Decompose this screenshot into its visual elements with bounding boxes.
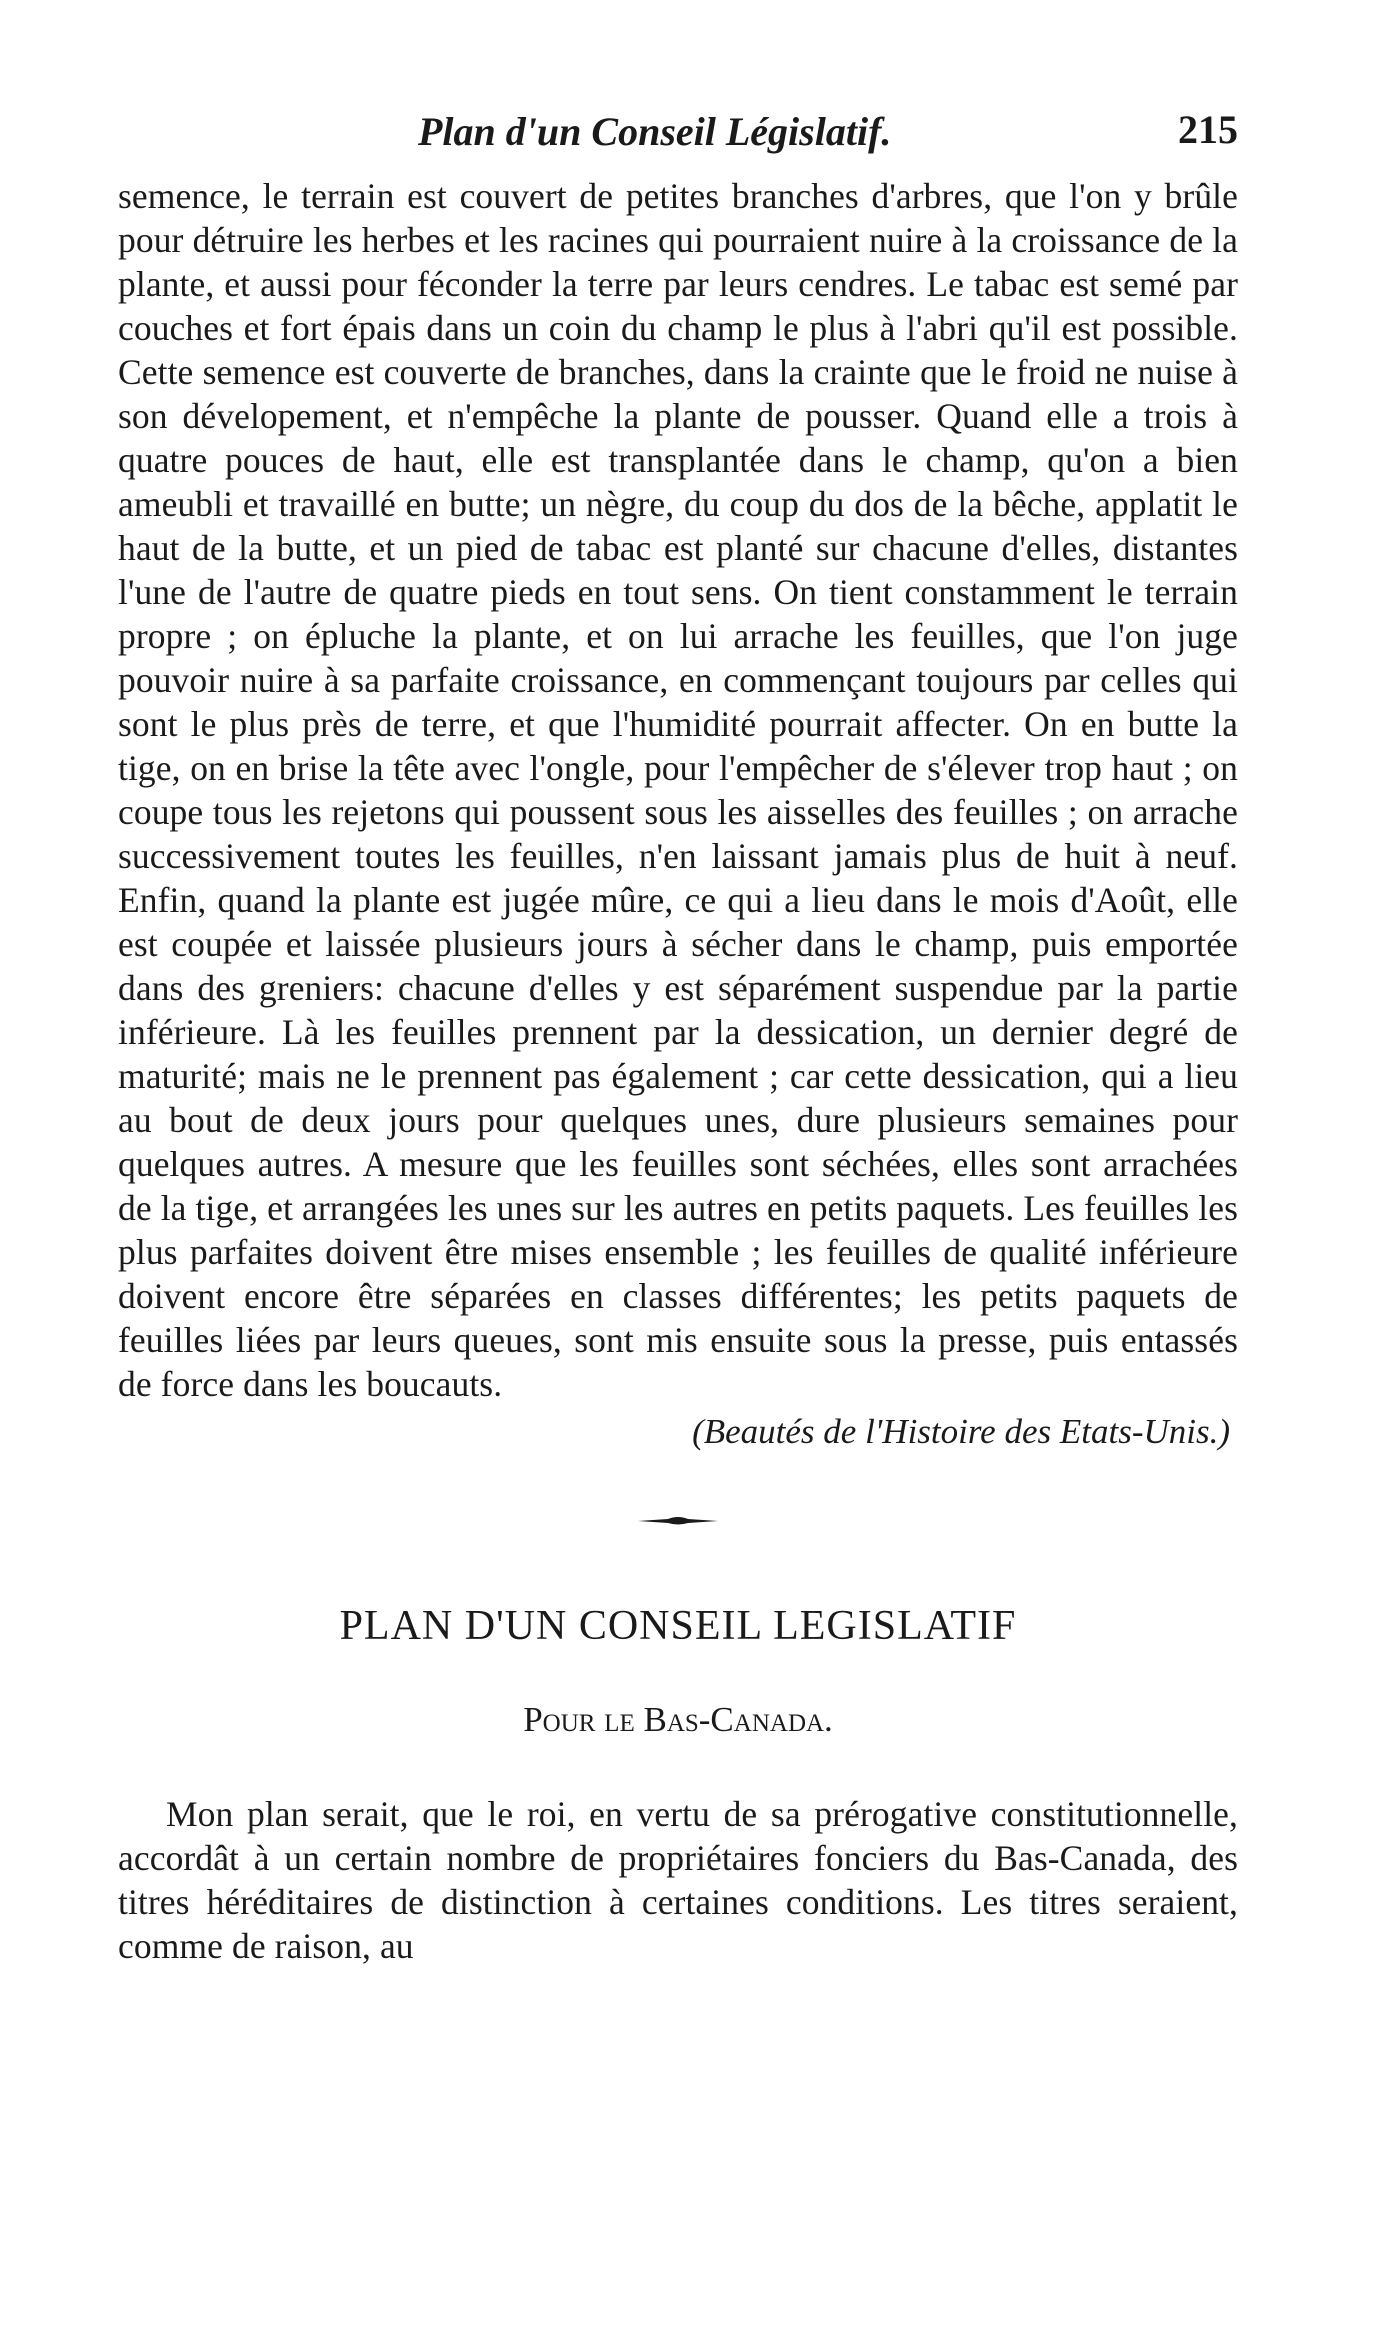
book-page [118, 100, 1238, 2280]
section-intro-paragraph: Mon plan serait, que le roi, en vertu de sa prérogative constitutionnelle, accordât à un certain nombre de propriétaires fonciers du Bas-Canada, des titres héréditaires de distinction à certaines conditions. Les titres seraient, comme de raison, au [118, 1794, 1238, 1966]
article-body [118, 174, 1238, 1406]
section-subtitle: Pour le Bas-Canada. [523, 1700, 833, 1739]
running-head-title: Plan d'un Conseil Législatif. [418, 109, 892, 154]
source-attribution: (Beautés de l'Histoire des Etats-Unis.) [692, 1412, 1230, 1451]
article-paragraph: semence, le terrain est couvert de petites branches d'arbres, que l'on y brûle pour détruire les herbes et les racines qui pourraient nuire à la croissance de la plante, et aussi pour féconder la terre par leurs cendres. Le tabac est semé par couches et fort épais dans un coin du champ le plus à l'abri qu'il est possible. Cette semence est couverte de branches, dans la crainte que le froid ne nuise à son dévelopement, et n'empêche la plante de pousser. Quand elle a trois à quatre pouces de haut, elle est transplantée dans le champ, qu'on a bien ameubli et travaillé en butte; un nègre, du coup du dos de la bêche, applatit le haut de la butte, et un pied de tabac est planté sur chacune d'elles, distantes l'une de l'autre de quatre pieds en tout sens. On tient constamment le terrain propre ; on épluche la plante, et on lui arrache les feuilles, que l'on juge pouvoir nuire à sa parfaite croissance, en commençant toujours par celles qui sont le plus près de terre, et que l'humidité pourrait affecter. On en butte la tige, on en brise la tête avec l'ongle, pour l'empêcher de s'élever trop haut ; on coupe tous les rejetons qui poussent sous les aisselles des feuilles ; on arrache successivement toutes les feuilles, n'en laissant jamais plus de huit à neuf. Enfin, quand la plante est jugée mûre, ce qui a lieu dans le mois d'Août, elle est coupée et laissée plusieurs jours à sécher dans le champ, puis emportée dans des greniers: chacune d'elles y est séparément suspendue par la partie inférieure. Là les feuilles prennent par la dessication, un dernier degré de maturité; mais ne le prennent pas également ; car cette dessication, qui a lieu au bout de deux jours pour quelques unes, dure plusieurs semaines pour quelques autres. A mesure que les feuilles sont séchées, elles sont arrachées de la tige, et arrangées les unes sur les autres en petits paquets. Les feuilles les plus parfaites doivent être mises ensemble ; les feuilles de qualité inférieure doivent encore être séparées en classes différentes; les petits paquets de feuilles liées par leurs queues, sont mis ensuite sous la presse, puis entassés de force dans les boucauts. [118, 176, 1238, 1404]
page-number: 215 [1178, 107, 1238, 152]
running-head [118, 100, 1238, 174]
section-title: PLAN D'UN CONSEIL LEGISLATIF [339, 1603, 1017, 1649]
ornamental-rule [638, 1510, 718, 1532]
